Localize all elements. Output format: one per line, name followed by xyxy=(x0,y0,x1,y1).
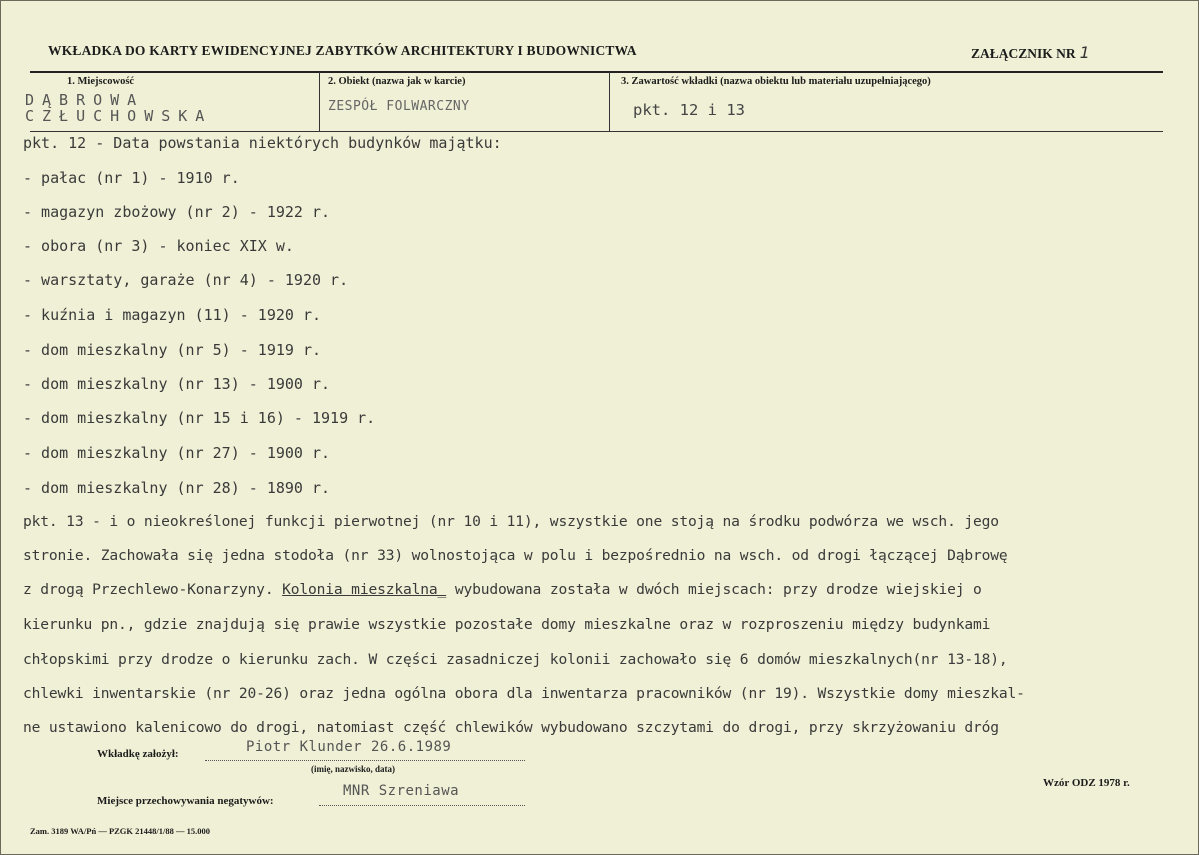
negatives-location-label: Miejsce przechowywania negatywów: xyxy=(97,795,274,807)
founded-by-label: Wkładkę założył: xyxy=(97,748,179,760)
card-title: WKŁADKA DO KARTY EWIDENCYJNEJ ZABYTKÓW ARCHITEKTURY I BUDOWNICTWA xyxy=(48,43,637,58)
column-divider-2 xyxy=(609,72,610,131)
header-rule xyxy=(30,71,1163,73)
section-13-line: chlewki inwentarskie (nr 20-26) oraz jedna ogólna obora dla inwentarza pracowników (nr 19). Wszystkie domy mieszkal- xyxy=(23,685,1025,702)
list-item: - dom mieszkalny (nr 13) - 1900 r. xyxy=(23,375,331,393)
founded-by-hint: (imię, nazwisko, data) xyxy=(311,764,395,774)
underlined-heading: Kolonia mieszkalna_ xyxy=(282,581,447,598)
list-item: - dom mieszkalny (nr 5) - 1919 r. xyxy=(23,341,322,359)
fields-bottom-rule xyxy=(30,131,1163,132)
founded-by-line xyxy=(205,760,525,761)
section-13-line: kierunku pn., gdzie znajdują się prawie wszystkie pozostałe domy mieszkalne oraz w rozproszeniu między budynkami xyxy=(23,616,991,633)
list-item: - warsztaty, garaże (nr 4) - 1920 r. xyxy=(23,271,349,289)
annex-label-text: ZAŁĄCZNIK NR xyxy=(971,46,1076,61)
list-item: - dom mieszkalny (nr 28) - 1890 r. xyxy=(23,479,331,497)
section-13-line xyxy=(23,581,982,598)
print-info: Zam. 3189 WA/Pń — PZGK 21448/1/88 — 15.000 xyxy=(30,826,211,836)
place-value-line-1: DĄBROWA xyxy=(25,91,145,109)
negatives-location-value: MNR Szreniawa xyxy=(343,783,460,799)
list-item: - dom mieszkalny (nr 15 i 16) - 1919 r. xyxy=(23,409,376,427)
list-item: - kuźnia i magazyn (11) - 1920 r. xyxy=(23,306,322,324)
section-13-line: pkt. 13 - i o nieokreślonej funkcji pierwotnej (nr 10 i 11), wszystkie one stoją na środku podwórza we wsch. jego xyxy=(23,513,999,530)
section-13-line: ne ustawiono kalenicowo do drogi, natomiast część chlewików wybudowano szczytami do drogi, przy skrzyżowaniu dróg xyxy=(23,719,999,736)
place-column-label: 1. Miejscowość xyxy=(67,76,135,87)
annex-label xyxy=(971,43,1090,62)
section-13-line-text: z drogą Przechlewo-Konarzyny. xyxy=(23,581,283,598)
column-divider-1 xyxy=(319,72,320,131)
content-value: pkt. 12 i 13 xyxy=(633,101,745,119)
place-value-line-2: CZŁUCHOWSKA xyxy=(25,107,213,125)
list-item: - obora (nr 3) - koniec XIX w. xyxy=(23,237,294,255)
founded-by-value: Piotr Klunder 26.6.1989 xyxy=(246,739,452,755)
list-item: - pałac (nr 1) - 1910 r. xyxy=(23,169,240,187)
section-12-intro: pkt. 12 - Data powstania niektórych budynków majątku: xyxy=(23,134,502,152)
object-value: ZESPÓŁ FOLWARCZNY xyxy=(328,99,470,114)
list-item: - magazyn zbożowy (nr 2) - 1922 r. xyxy=(23,203,331,221)
content-column-label: 3. Zawartość wkładki (nazwa obiektu lub materiału uzupełniającego) xyxy=(621,76,931,87)
form-model: Wzór ODZ 1978 r. xyxy=(1043,777,1130,789)
annex-number: 1 xyxy=(1079,43,1090,62)
section-13-line: stronie. Zachowała się jedna stodoła (nr 33) wolnostojąca w polu i bezpośrednio na wsch. od drogi łączącej Dąbrowę xyxy=(23,547,1008,564)
object-column-label: 2. Obiekt (nazwa jak w karcie) xyxy=(328,76,466,87)
negatives-location-line xyxy=(319,805,525,806)
list-item: - dom mieszkalny (nr 27) - 1900 r. xyxy=(23,444,331,462)
section-13-line: chłopskimi przy drodze o kierunku zach. W części zasadniczej kolonii zachowało się 6 domów mieszkalnych(nr 13-18), xyxy=(23,651,1008,668)
section-13-line-text: wybudowana została w dwóch miejscach: przy drodze wiejskiej o xyxy=(446,581,982,598)
